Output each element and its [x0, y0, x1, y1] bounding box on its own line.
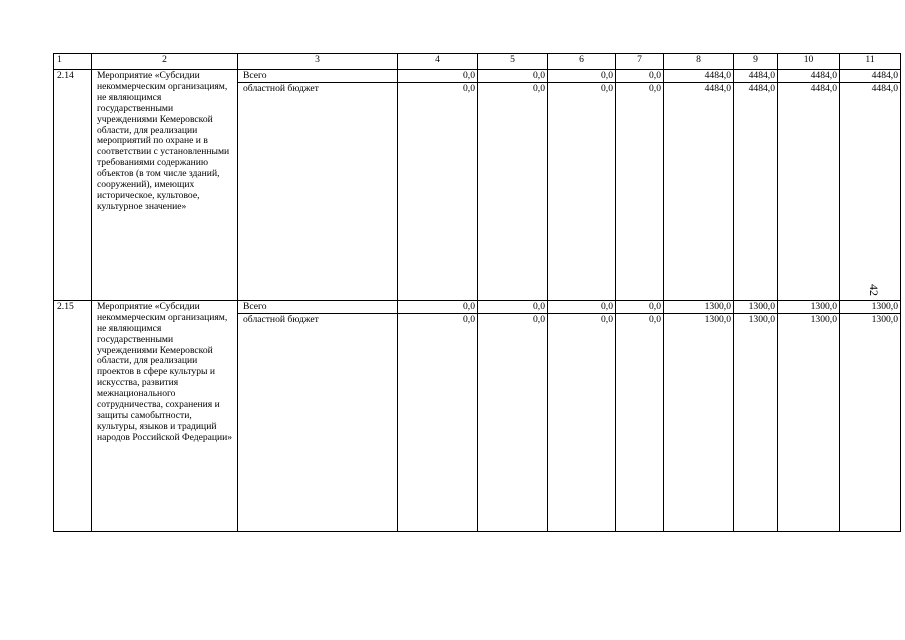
- table-row: [54, 300, 901, 313]
- row-number: 2.14: [54, 70, 92, 301]
- value-cell: 0,0: [398, 70, 478, 83]
- value-cell: 1300,0: [734, 300, 778, 313]
- header-cell: 9: [734, 54, 778, 70]
- value-cell: 0,0: [478, 82, 548, 300]
- header-cell: 4: [398, 54, 478, 70]
- value-cell: 4484,0: [778, 82, 840, 300]
- value-cell: 0,0: [616, 82, 664, 300]
- header-cell: 3: [238, 54, 398, 70]
- value-cell: 0,0: [616, 70, 664, 83]
- value-cell: 4484,0: [664, 82, 734, 300]
- value-cell: 0,0: [478, 300, 548, 313]
- header-row: [54, 54, 901, 70]
- value-cell: 0,0: [548, 313, 616, 531]
- value-cell: 0,0: [548, 82, 616, 300]
- value-cell: 4484,0: [664, 70, 734, 83]
- value-cell: 0,0: [398, 82, 478, 300]
- table-row: [54, 70, 901, 83]
- funding-source: областной бюджет: [238, 313, 398, 531]
- header-cell: 2: [92, 54, 238, 70]
- measure-name: Мероприятие «Субсидии некоммерческим организациям, не являющимся государственными учреждениями Кемеровской области, для реализации мероприятий по охране и в соответствии с установленными требованиями содержанию объектов (в том числе зданий, сооружений), имеющих историческое, культовое, культурное значение»: [92, 70, 238, 301]
- value-cell: 1300,0: [778, 300, 840, 313]
- value-cell: 4484,0: [778, 70, 840, 83]
- header-cell: 10: [778, 54, 840, 70]
- value-cell: 0,0: [616, 300, 664, 313]
- funding-source: Всего: [238, 70, 398, 83]
- value-cell: 1300,0: [840, 313, 901, 531]
- value-cell: 0,0: [398, 300, 478, 313]
- measure-name: Мероприятие «Субсидии некоммерческим организациям, не являющимся государственными учреждениями Кемеровской области, для реализации проектов в сфере культуры и искусства, развития межнационального сотрудничества, сохранения и защиты самобытности, культуры, языков и традиций народов Российской Федерации»: [92, 300, 238, 531]
- value-cell: 1300,0: [778, 313, 840, 531]
- value-cell: 0,0: [616, 313, 664, 531]
- header-cell: 11: [840, 54, 901, 70]
- value-cell: 0,0: [548, 300, 616, 313]
- row-number: 2.15: [54, 300, 92, 531]
- budget-table: [53, 53, 901, 532]
- value-cell: 4484,0: [840, 70, 901, 83]
- value-cell: 4484,0: [734, 70, 778, 83]
- funding-source: областной бюджет: [238, 82, 398, 300]
- header-cell: 6: [548, 54, 616, 70]
- value-cell: 0,0: [478, 313, 548, 531]
- value-cell: 0,0: [548, 70, 616, 83]
- funding-source: Всего: [238, 300, 398, 313]
- page-number: 42: [867, 284, 881, 296]
- header-cell: 7: [616, 54, 664, 70]
- value-cell: 4484,0: [840, 82, 901, 300]
- value-cell: 1300,0: [664, 313, 734, 531]
- header-cell: 5: [478, 54, 548, 70]
- value-cell: 0,0: [478, 70, 548, 83]
- value-cell: 1300,0: [734, 313, 778, 531]
- value-cell: 4484,0: [734, 82, 778, 300]
- value-cell: 1300,0: [664, 300, 734, 313]
- header-cell: 8: [664, 54, 734, 70]
- header-cell: 1: [54, 54, 92, 70]
- value-cell: 0,0: [398, 313, 478, 531]
- value-cell: 1300,0: [840, 300, 901, 313]
